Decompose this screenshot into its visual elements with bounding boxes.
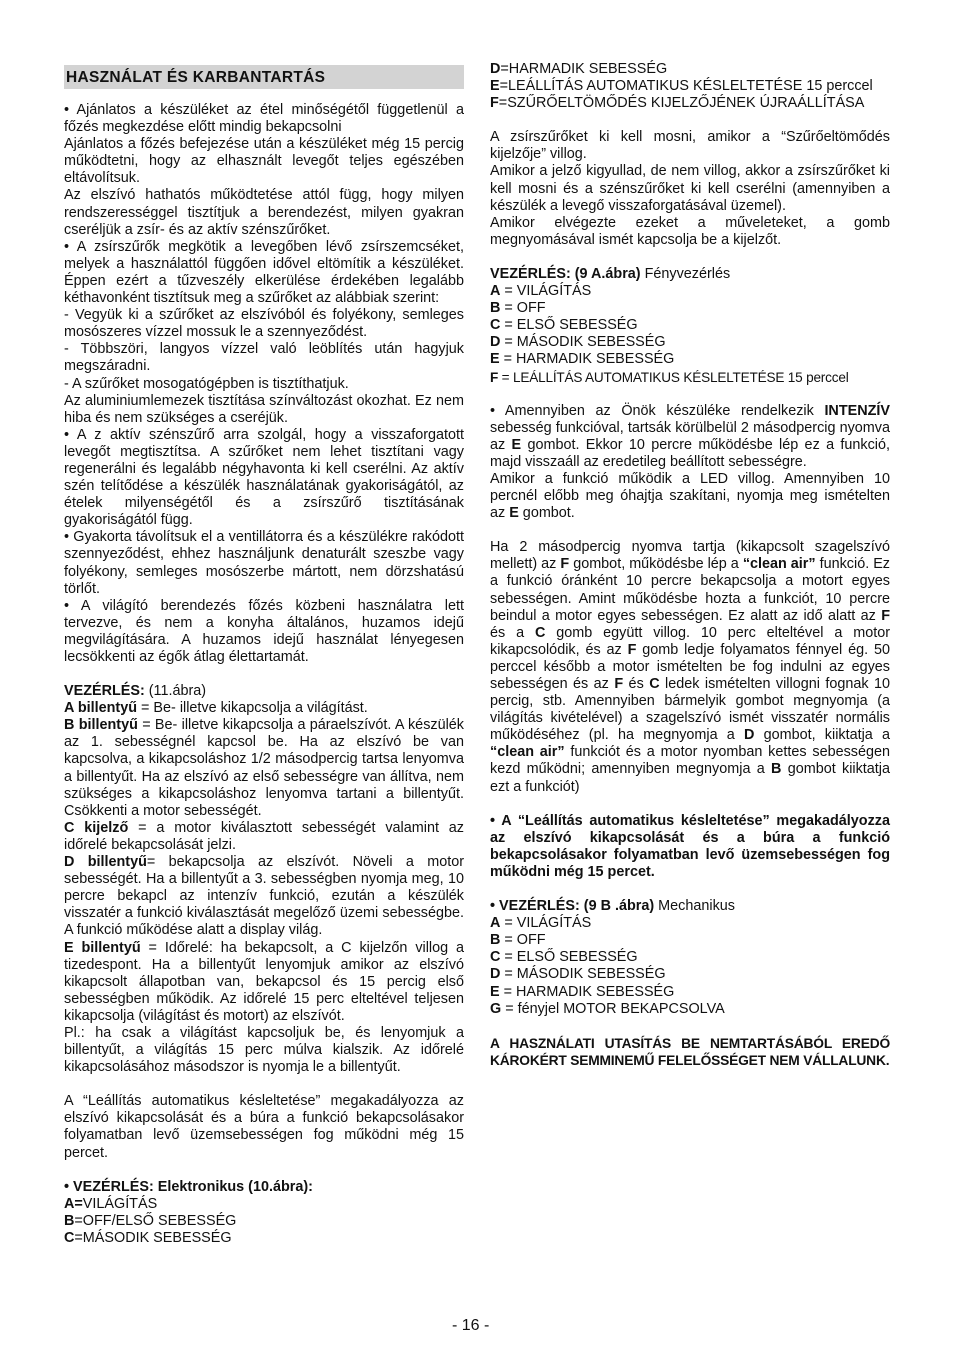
list-item [490, 984, 890, 1001]
control-label: • VEZÉRLÉS: (9 B .ábra) [490, 898, 655, 915]
text: D [744, 727, 755, 744]
list-key: A= [64, 1195, 83, 1212]
list-item [490, 369, 890, 386]
text: F [881, 607, 890, 624]
list-key: F [490, 369, 499, 385]
text: F [627, 641, 637, 658]
text: gombot, működésbe lép a [569, 556, 743, 573]
text: “clean air” [490, 744, 565, 761]
list-item [490, 78, 890, 95]
text: funkciót és a motor nyomban kettes sebességen kezd működni; amennyiben megnyomja a [490, 744, 890, 778]
text: gomb ledje folyamatos fénnyel ég. 50 perccel később a motor ismételten be fog indulni az egyes sebességen és az [490, 641, 890, 692]
key-d-text: = bekapcsolja az elszívót. Növeli a motor sebességét. Ha a billentyűt a 3. sebességben nyomja meg, 10 percre bekapcl az intenzív funkció, ezután a készülék visszatér a funkció kiválasztását megelőző üzemi sebességbe. A funkció működése alatt a display világ. [64, 854, 464, 939]
list-item [490, 283, 890, 300]
paragraph: • A z aktív szénszűrő arra szolgál, hogy a visszaforgatott levegőt megtisztítsa. A szűrőket nem lehet tisztítani vagy regenerálni és legalább négyhavonta ki kell cserélni. Az aktív szén telítődése a készülék használatának gyakoriságától, az ételek milyenségétől és a zsírszűrő tisztításának gyakoriságától függ. [64, 426, 464, 529]
list-value: VILÁGÍTÁS [82, 1195, 158, 1212]
key-a-description [64, 700, 464, 717]
list-value: =HARMADIK SEBESSÉG [500, 61, 668, 77]
intensive-paragraph [490, 403, 890, 471]
list-value: =OFF/ELSŐ SEBESSÉG [74, 1212, 237, 1229]
paragraph: • Gyakorta távolítsuk el a ventillátorra és a készülékre rakódott szennyeződést, ehhez használjunk denaturált szeszbe vagy folyékony, semleges mosószerbe mártott, nem dörzshatású törlőt. [64, 529, 464, 597]
list-value: = HARMADIK SEBESSÉG [499, 983, 675, 1000]
list-value: = ELSŐ SEBESSÉG [500, 317, 638, 334]
list-key: D [490, 61, 501, 77]
text: ledek ismételten villogni fognak 10 percig, stb. Amennyiben bármelyik gombot megnyomja (a világítás kivételével) a szagelszívó ismét visszatér normális működéséhez (pl. ha megnyomja a [490, 676, 890, 744]
list-value: = VILÁGÍTÁS [500, 915, 592, 932]
key-b-text: = Be- illetve kikapcsolja a páraelszívót. A készülék az 1. sebességnél kapcsol be. Ha az elszívó be van kapcsolva, a kikapcsoláshoz 1/2 másodpercig tartsa lenyomva a billentyűt. Ha az elszívó az első sebességre van állítva, nem szükséges a kikapcsoláshoz lenyomva tartani a billentyűt. Csökkenti a motor sebességét. [64, 717, 464, 819]
list-item [490, 966, 890, 983]
paragraph: Pl.: ha csak a világítást kapcsoljuk be, és lenyomjuk a billentyűt, a világítás 15 perc múlva kialszik. Az időrelé kikapcsolásához másodszor is nyomja le a billentyűt. [64, 1024, 464, 1076]
list-value: = MÁSODIK SEBESSÉG [500, 334, 666, 351]
list-value: =LEÁLLÍTÁS AUTOMATIKUS KÉSLELTETÉSE 15 perccel [499, 78, 873, 95]
display-c-description [64, 820, 464, 854]
text: gomb együtt villog. 10 perc elteltével a motor kikapcsolódik, és az [490, 624, 890, 658]
paragraph: A “Leállítás automatikus késleltetése” megakadályozza az elszívó kikapcsolását és a búra a funkció bekapcsolásakor folyamatban levő üzemsebességen fog működni még 15 percet. [64, 1093, 464, 1161]
text: Ha 2 másodpercig nyomva tartja (kikapcsolt szagelszívó mellett) az [490, 539, 890, 573]
paragraph: Amikor a jelző kigyullad, de nem villog, akkor a zsírszűrőket ki kell mosni és a szénszűrőket ki kell cserélni (amennyiben a készülék a levegő visszaforgatásával üzemel). [490, 163, 890, 214]
text: sebesség funkcióval, tartsák körülbelül 2 másodpercig nyomva az [490, 419, 890, 453]
text: és a [490, 624, 535, 641]
list-key: A [490, 283, 501, 300]
list-value: = fényjel MOTOR BEKAPCSOLVA [501, 1000, 725, 1017]
left-column [64, 60, 464, 1247]
list-value: =SZŰRŐELTÖMŐDÉS KIJELZŐJÉNEK ÚJRAÁLLÍTÁSA [498, 95, 865, 112]
control-label: VEZÉRLÉS: (9 A.ábra) [490, 265, 641, 282]
text: INTENZÍV [824, 402, 890, 419]
control-9a-heading [490, 266, 890, 283]
display-c-text: = a motor kiválasztott sebességét valamint az időrelé bekapcsolását jelzi. [64, 819, 465, 853]
list-value: = VILÁGÍTÁS [500, 283, 592, 300]
text: C [534, 624, 546, 641]
list-key: A [490, 915, 501, 932]
control-9b-list [490, 915, 890, 1018]
paragraph: A zsírszűrőket ki kell mosni, amikor a “Szűrőeltömődés kijelzője” villog. [490, 129, 890, 163]
text: gombot. Ekkor 10 percre működésbe lép ez a funkció, majd visszaáll az eredetileg beállított sebességre. [490, 436, 890, 470]
list-key: E [490, 983, 500, 1000]
paragraph: • A világító berendezés főzés közbeni használatra lett tervezve, és nem a konyha általános, huzamos idejű megvilágítására. A huzamos idejű használat lényegesen lecsökkenti az égők átlag élettartamát. [64, 597, 464, 665]
text: F [614, 676, 624, 692]
right-column [490, 60, 890, 1069]
control-type: Mechanikus [654, 898, 735, 915]
disclaimer: A HASZNÁLATI UTASÍTÁS BE NEMTARTÁSÁBÓL EREDŐ KÁROKÉRT SEMMINEMŰ FELELŐSSÉGET NEM VÁLLALUNK. [490, 1035, 890, 1068]
paragraph: • A zsírszűrők megkötik a levegőben lévő zsírszemcséket, melyek a használattól függően idővel eltömítik a készüléket. Éppen ezért a tűzveszély elkerülése érdekében legalább kéthavonként tisztítsuk meg a szűrőket az alábbiak szerint: [64, 238, 464, 307]
key-b-label: B billentyű [64, 717, 138, 734]
list-key: F [490, 95, 499, 112]
text: “clean air” [742, 556, 816, 573]
list-key: B [64, 1212, 75, 1229]
list-item [64, 1213, 464, 1230]
text: gombot kiiktatja ezt a funkciót) [490, 761, 890, 795]
text: gombot. [518, 505, 575, 522]
control-type: Fényvezérlés [640, 265, 731, 282]
list-item [490, 1001, 890, 1018]
list-item [490, 61, 890, 78]
list-item [490, 351, 890, 368]
list-value: = HARMADIK SEBESSÉG [499, 351, 675, 368]
list-key: G [490, 1000, 502, 1017]
list-key: D [490, 966, 501, 983]
paragraph: - Többszöri, langyos vízzel való leöblítés után hagyjuk megszáradni. [64, 341, 464, 375]
list-item [490, 300, 890, 317]
list-key: C [490, 949, 501, 966]
paragraph: Az elszívó hathatós működtetése attól függ, hogy milyen rendszerességgel tisztítjuk a berendezést, milyen gyakran cseréljük a zsír- és az aktív szénszűrőket. [64, 187, 464, 238]
control-label: VEZÉRLÉS: [64, 683, 145, 700]
key-d-description [64, 854, 464, 939]
text: E [511, 436, 522, 453]
list-value: = LEÁLLÍTÁS AUTOMATIKUS KÉSLELTETÉSE 15 perccel [498, 369, 849, 385]
key-e-text: = Időrelé: ha bekapcsolt, a C kijelzőn villog a tizedespont. Ha a billentyűt lenyomjuk amikor az elszívó kikapcsolt állapotban van, bekapcsol és 15 percig első sebességben működik. Az időrelé 15 perc elteltével teljesen kikapcsolja (világítást és motort) az elszívót. [64, 939, 465, 1024]
section-title: HASZNÁLAT ÉS KARBANTARTÁS [64, 65, 464, 89]
electronic-control-heading: • VEZÉRLÉS: Elektronikus (10.ábra): [64, 1178, 313, 1195]
key-a-text: = Be- illetve kikapcsolja a világítást. [137, 700, 368, 717]
paragraph: • Ajánlatos a készüléket az étel minőségétől függetlenül a főzés megkezdése előtt mindig bekapcsolni [64, 102, 464, 136]
text: F [560, 556, 570, 573]
paragraph: Az aluminiumlemezek tisztítása színváltozást okozhat. Ez nem hiba és nem szükséges a cseréjük. [64, 392, 464, 426]
list-key: B [490, 932, 501, 949]
text: funkció. Ez a funkció óránként 10 percre bekapcsolja a motort egyes sebességen. Amint működésbe hozta a funkciót, 10 percre beindul a motor egyes sebességen. Ez alatt az idő alatt az [490, 556, 891, 624]
text: • Amennyiben az Önök készüléke rendelkezik [490, 402, 825, 419]
key-d-label: D billentyű [64, 854, 147, 871]
list-item [490, 317, 890, 334]
display-c-label: C kijelző [64, 819, 129, 836]
paragraph: Amikor elvégezte ezeket a műveleteket, a gomb megnyomásával ismét kapcsolja be a kijelzőt. [490, 214, 890, 248]
list-item [490, 915, 890, 932]
key-e-label: E billentyű [64, 939, 141, 956]
list-key: C [490, 317, 501, 334]
list-key: E [490, 351, 500, 368]
list-item [490, 334, 890, 351]
led-paragraph [490, 471, 890, 522]
paragraph: Ajánlatos a főzés befejezése után a készüléket még 15 percig működtetni, hogy az elhasznált levegőt teljes egészében eltávolítsuk. [64, 136, 464, 187]
control-9a-list [490, 283, 890, 386]
text: és [623, 676, 650, 692]
page-number: - 16 - [452, 1317, 490, 1334]
list-key: E [490, 78, 500, 95]
list-value: =MÁSODIK SEBESSÉG [74, 1229, 232, 1246]
text: E [509, 505, 519, 522]
text: C [649, 676, 660, 692]
text: gombot, kiiktatja a [754, 727, 890, 744]
key-e-description [64, 940, 464, 1025]
paragraph: - Vegyük ki a szűrőket az elszívóból és folyékony, semleges mosószeres vízzel mossuk le a szennyeződést. [64, 307, 464, 341]
key-b-description [64, 717, 464, 820]
control-heading [64, 683, 464, 700]
key-a-label: A billentyű [64, 700, 138, 717]
list-item [64, 1230, 464, 1247]
list-item [490, 949, 890, 966]
list-value: = OFF [500, 300, 546, 317]
clean-air-paragraph [490, 539, 890, 795]
list-item [490, 932, 890, 949]
control-9b-heading [490, 898, 890, 915]
text: Amikor a funkció működik a LED villog. Amennyiben 10 percnél előbb meg óhajtja szakítani, nyomja meg ismételten az [490, 470, 890, 522]
control-ref: (11.ábra) [144, 683, 207, 700]
auto-delay-bold-paragraph: • A “Leállítás automatikus késleltetése” megakadályozza az elszívó kikapcsolását és a búra a funkció bekapcsolásakor folyamatban levő üzemsebességen fog működni még 15 percet. [490, 812, 890, 880]
list-key: B [490, 300, 501, 317]
list-key: C [64, 1229, 75, 1246]
list-item [64, 1196, 464, 1213]
list-value: = MÁSODIK SEBESSÉG [500, 966, 666, 983]
list-item [490, 95, 890, 112]
text: B [771, 761, 782, 778]
list-key: D [490, 334, 501, 351]
paragraph: - A szűrőket mosogatógépben is tisztíthatjuk. [64, 375, 349, 392]
list-value: = OFF [500, 932, 546, 949]
list-value: = ELSŐ SEBESSÉG [500, 949, 638, 966]
